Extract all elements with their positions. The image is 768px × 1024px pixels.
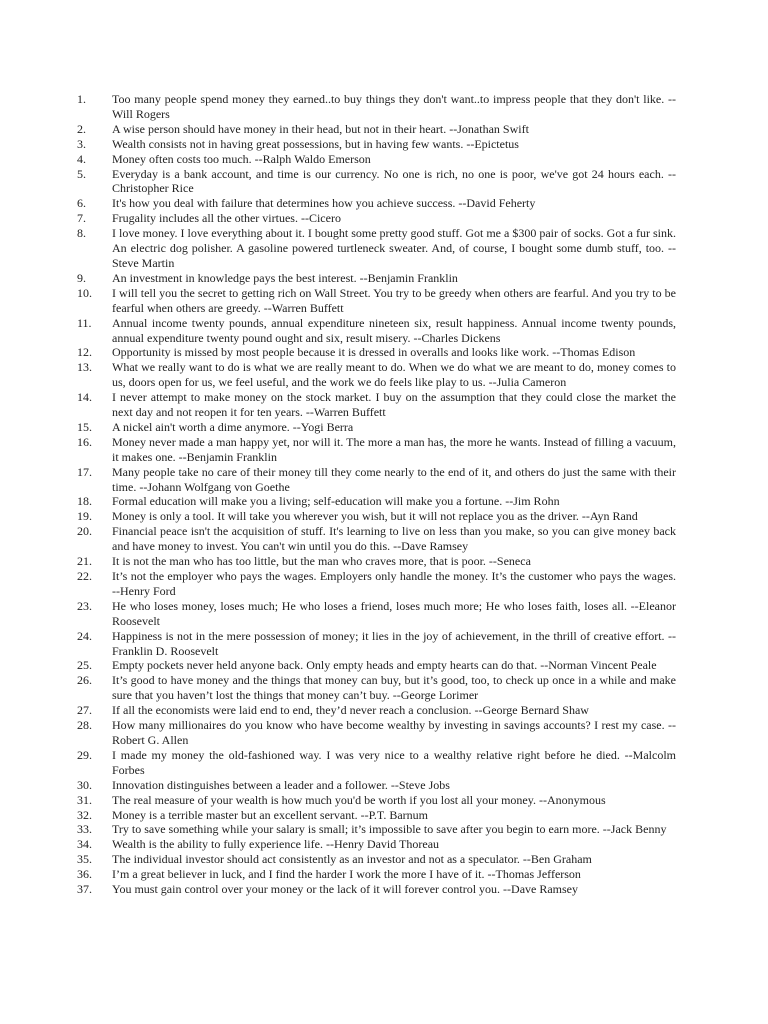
list-item-number: 29. bbox=[77, 747, 92, 762]
list-item-number: 21. bbox=[77, 554, 92, 569]
list-item-number: 37. bbox=[77, 882, 92, 897]
list-item-number: 25. bbox=[77, 658, 92, 673]
list-item bbox=[77, 271, 676, 286]
quote-text: Money never made a man happy yet, nor will it. The more a man has, the more he wants. Instead of filling a vacuum, it makes one. --Benjamin Franklin bbox=[112, 434, 676, 464]
list-item bbox=[77, 569, 676, 599]
list-item-number: 36. bbox=[77, 867, 92, 882]
list-item bbox=[77, 92, 676, 122]
list-item bbox=[77, 524, 676, 554]
list-item bbox=[77, 793, 676, 808]
list-item-number: 14. bbox=[77, 390, 92, 405]
list-item bbox=[77, 122, 676, 137]
list-item bbox=[77, 286, 676, 316]
quote-text: I’m a great believer in luck, and I find the harder I work the more I have of it. --Thomas Jefferson bbox=[112, 867, 581, 882]
list-item bbox=[77, 748, 676, 778]
quote-text: He who loses money, loses much; He who loses a friend, loses much more; He who loses faith, loses all. --Eleanor Roosevelt bbox=[112, 598, 676, 628]
list-item-number: 10. bbox=[77, 285, 92, 300]
list-item bbox=[77, 167, 676, 197]
quote-text: I love money. I love everything about it. I bought some pretty good stuff. Got me a $300 pair of socks. Got a fur sink. An electric dog polisher. A gasoline powered turtleneck sweater. And, of course, I bought some dumb stuff, too. --Steve Martin bbox=[112, 226, 676, 270]
quote-text: Financial peace isn't the acquisition of stuff. It's learning to live on less than you make, so you can give money back and have money to invest. You can't win until you do this. --Dave Ramsey bbox=[112, 524, 676, 554]
quote-text: Too many people spend money they earned..to buy things they don't want..to impress people that they don't like. --Will Rogers bbox=[112, 92, 676, 121]
list-item bbox=[77, 435, 676, 465]
quote-text: It is not the man who has too little, but the man who craves more, that is poor. --Seneca bbox=[112, 554, 531, 569]
list-item bbox=[77, 852, 676, 867]
quote-text: Everyday is a bank account, and time is our currency. No one is rich, no one is poor, we've got 24 hours each. --Christopher Rice bbox=[112, 166, 676, 196]
quote-list bbox=[77, 92, 676, 897]
list-item-number: 28. bbox=[77, 718, 92, 733]
quote-text: What we really want to do is what we are really meant to do. When we do what we are meant to do, money comes to us, doors open for us, we feel useful, and the work we do feels like play to us. --Julia Cameron bbox=[112, 360, 676, 390]
quote-text: Many people take no care of their money till they come nearly to the end of it, and others do just the same with their time. --Johann Wolfgang von Goethe bbox=[112, 464, 676, 494]
list-item-number: 19. bbox=[77, 509, 92, 524]
quote-text: It’s not the employer who pays the wages. Employers only handle the money. It’s the customer who pays the wages. --Henry Ford bbox=[112, 569, 676, 598]
list-item-number: 22. bbox=[77, 569, 92, 583]
list-item bbox=[77, 316, 676, 346]
quote-text: The real measure of your wealth is how much you'd be worth if you lost all your money. --Anonymous bbox=[112, 792, 606, 807]
quote-text: Happiness is not in the mere possession of money; it lies in the joy of achievement, in the thrill of creative effort. --Franklin D. Roosevelt bbox=[112, 628, 676, 658]
quote-text: Money often costs too much. --Ralph Waldo Emerson bbox=[112, 151, 371, 166]
list-item-number: 9. bbox=[77, 270, 86, 285]
list-item bbox=[77, 882, 676, 897]
list-item-number: 13. bbox=[77, 360, 92, 375]
list-item bbox=[77, 196, 676, 211]
list-item-number: 8. bbox=[77, 226, 86, 241]
quote-text: I will tell you the secret to getting rich on Wall Street. You try to be greedy when others are fearful. And you try to be fearful when others are greedy. --Warren Buffett bbox=[112, 285, 676, 315]
list-item bbox=[77, 778, 676, 793]
list-item bbox=[77, 703, 676, 718]
list-item-number: 27. bbox=[77, 703, 92, 718]
list-item bbox=[77, 345, 676, 360]
list-item-number: 15. bbox=[77, 419, 92, 434]
quote-text: It's how you deal with failure that determines how you achieve success. --David Feherty bbox=[112, 196, 536, 211]
list-item-number: 11. bbox=[77, 315, 92, 330]
quote-text: Opportunity is missed by most people because it is dressed in overalls and looks like work. --Thomas Edison bbox=[112, 345, 636, 360]
list-item-number: 30. bbox=[77, 777, 92, 792]
quote-text: Formal education will make you a living; self-education will make you a fortune. --Jim Rohn bbox=[112, 494, 560, 509]
list-item bbox=[77, 211, 676, 226]
list-item bbox=[77, 226, 676, 271]
quote-text: The individual investor should act consistently as an investor and not as a speculator. --Ben Graham bbox=[112, 852, 592, 867]
list-item bbox=[77, 718, 676, 748]
quote-text: Money is only a tool. It will take you wherever you wish, but it will not replace you as the driver. --Ayn Rand bbox=[112, 509, 638, 524]
list-item-number: 31. bbox=[77, 792, 92, 807]
list-item-number: 17. bbox=[77, 464, 92, 479]
list-item bbox=[77, 673, 676, 703]
quote-text: Frugality includes all the other virtues. --Cicero bbox=[112, 211, 341, 226]
list-item bbox=[77, 465, 676, 495]
list-item bbox=[77, 420, 676, 435]
list-item-number: 18. bbox=[77, 494, 92, 509]
quote-text: Wealth consists not in having great possessions, but in having few wants. --Epictetus bbox=[112, 136, 519, 151]
quote-text: Innovation distinguishes between a leader and a follower. --Steve Jobs bbox=[112, 777, 450, 792]
quote-text: Annual income twenty pounds, annual expenditure nineteen six, result happiness. Annual income twenty pounds, annual expenditure twenty pound ought and six, result misery. --Charles Dickens bbox=[112, 315, 676, 345]
list-item bbox=[77, 599, 676, 629]
list-item bbox=[77, 867, 676, 882]
list-item-number: 26. bbox=[77, 673, 92, 688]
list-item-number: 32. bbox=[77, 807, 92, 822]
list-item-number: 2. bbox=[77, 121, 86, 136]
quote-text: An investment in knowledge pays the best interest. --Benjamin Franklin bbox=[112, 270, 458, 285]
list-item-number: 20. bbox=[77, 524, 92, 539]
list-item-number: 34. bbox=[77, 837, 92, 852]
list-item-number: 1. bbox=[77, 92, 86, 106]
quote-text: It’s good to have money and the things that money can buy, but it’s good, too, to check up once in a while and make sure that you haven’t lost the things that money can’t buy. --George Lorimer bbox=[112, 673, 676, 703]
list-item bbox=[77, 658, 676, 673]
list-item-number: 33. bbox=[77, 822, 92, 837]
list-item bbox=[77, 137, 676, 152]
quote-text: A nickel ain't worth a dime anymore. --Yogi Berra bbox=[112, 419, 354, 434]
list-item-number: 5. bbox=[77, 166, 86, 181]
list-item bbox=[77, 390, 676, 420]
list-item bbox=[77, 152, 676, 167]
quote-text: A wise person should have money in their head, but not in their heart. --Jonathan Swift bbox=[112, 121, 529, 136]
list-item bbox=[77, 629, 676, 659]
list-item-number: 4. bbox=[77, 151, 86, 166]
list-item bbox=[77, 808, 676, 823]
list-item bbox=[77, 837, 676, 852]
quote-text: You must gain control over your money or the lack of it will forever control you. --Dave Ramsey bbox=[112, 882, 579, 897]
list-item-number: 6. bbox=[77, 196, 86, 211]
quote-text: If all the economists were laid end to end, they’d never reach a conclusion. --George Bernard Shaw bbox=[112, 703, 589, 718]
quote-text: Try to save something while your salary is small; it’s impossible to save after you begin to earn more. --Jack Benny bbox=[112, 822, 667, 837]
list-item bbox=[77, 494, 676, 509]
list-item bbox=[77, 554, 676, 569]
list-item-number: 35. bbox=[77, 852, 92, 867]
list-item-number: 7. bbox=[77, 211, 86, 226]
quote-text: I made my money the old-fashioned way. I was very nice to a wealthy relative right before he died. --Malcolm Forbes bbox=[112, 747, 676, 777]
quote-text: Wealth is the ability to fully experience life. --Henry David Thoreau bbox=[112, 837, 440, 852]
quote-text: I never attempt to make money on the stock market. I buy on the assumption that they could close the market the next day and not reopen it for ten years. --Warren Buffett bbox=[112, 390, 676, 420]
quote-text: Empty pockets never held anyone back. Only empty heads and empty hearts can do that. --Norman Vincent Peale bbox=[112, 658, 657, 673]
list-item bbox=[77, 360, 676, 390]
list-item bbox=[77, 509, 676, 524]
list-item-number: 16. bbox=[77, 434, 92, 449]
list-item bbox=[77, 822, 676, 837]
quote-text: Money is a terrible master but an excellent servant. --P.T. Barnum bbox=[112, 807, 429, 822]
quote-text: How many millionaires do you know who have become wealthy by investing in savings accounts? I rest my case. --Robert G. Allen bbox=[112, 718, 676, 747]
list-item-number: 24. bbox=[77, 628, 92, 643]
list-item-number: 23. bbox=[77, 598, 92, 613]
list-item-number: 3. bbox=[77, 136, 86, 151]
list-item-number: 12. bbox=[77, 345, 92, 360]
